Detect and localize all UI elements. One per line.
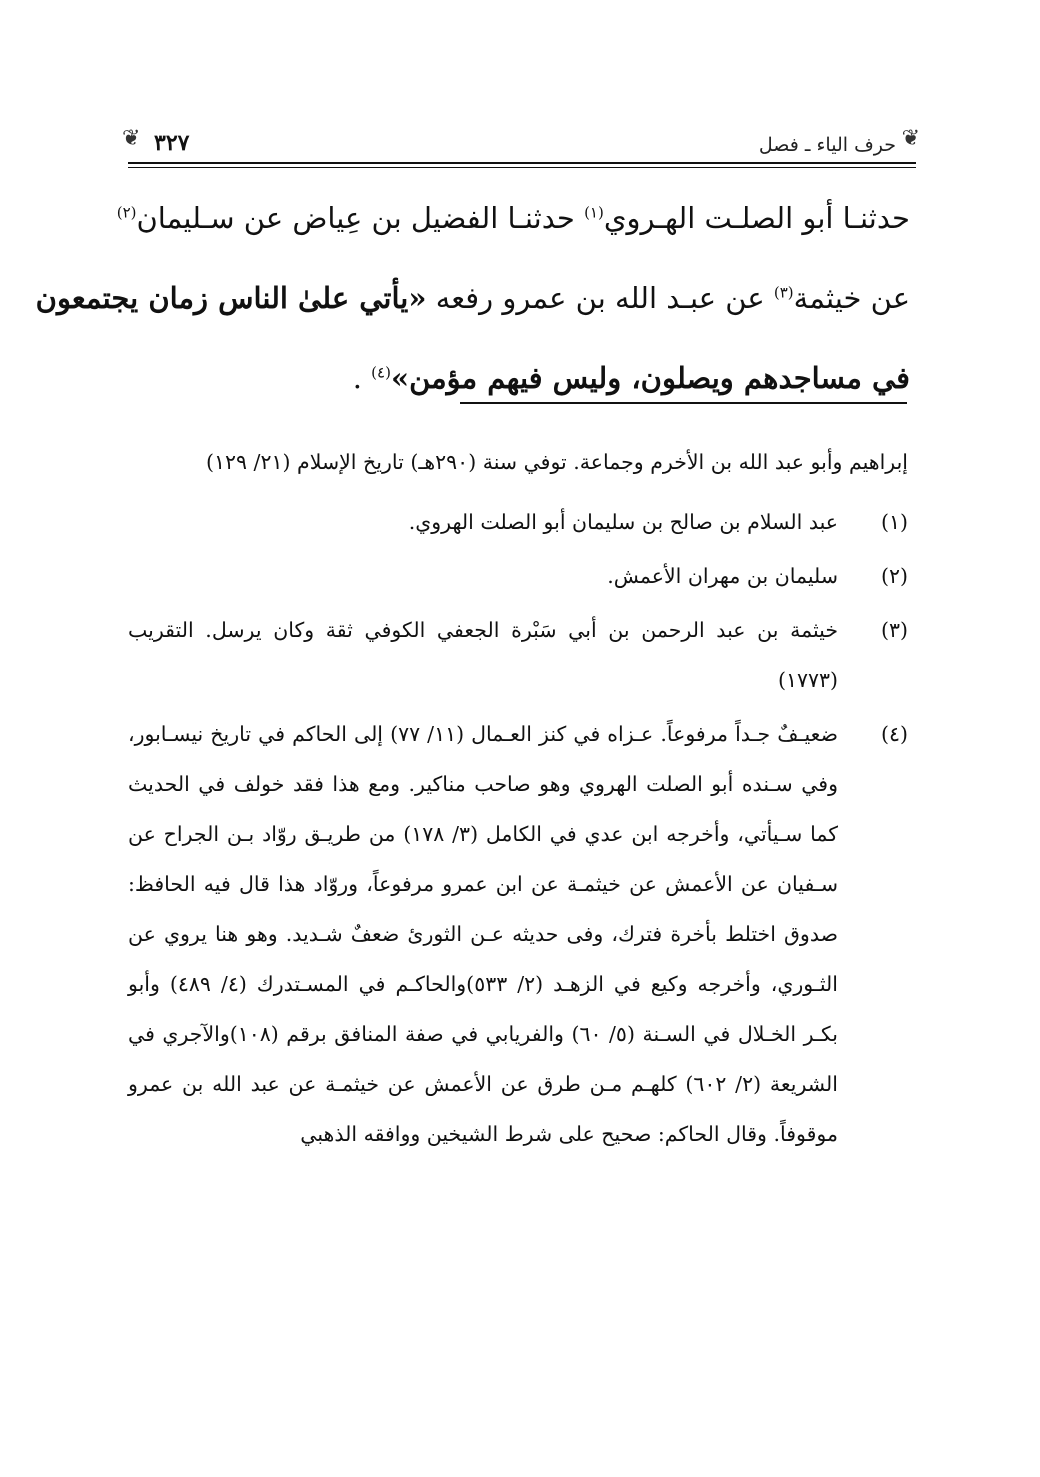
period: . xyxy=(352,361,372,395)
footnote-text: خيثمة بن عبد الرحمن بن أبي سَبْرة الجعفي الكوفي ثقة وكان يرسل. التقريب (١٧٧٣) xyxy=(128,618,838,692)
hadith-text: «يأتي علىٰ الناس زمان يجتمعون xyxy=(35,281,427,315)
footnote-continuation: إبراهيم وأبو عبد الله بن الأخرم وجماعة. توفي سنة (٢٩٠هـ) تاريخ الإسلام (٢١/ ١٢٩) xyxy=(205,450,908,474)
footnote-text: عبد السلام بن صالح بن سليمان أبو الصلت الهروي. xyxy=(408,510,838,534)
isnad-text: عن خيثمة xyxy=(793,281,910,315)
main-line-2 xyxy=(35,258,910,338)
footnote-ref-2[interactable]: (٢) xyxy=(116,203,137,222)
chapter-title: حرف الياء ـ فصل xyxy=(758,134,896,156)
footnote-1 xyxy=(128,497,908,547)
footnote-ref-1[interactable]: (١) xyxy=(584,203,604,222)
footnote-text: ضعيـفٌ جـداً مرفوعاً. عـزاه في كنز العـمال (١١/ ٧٧) إلى الحاكم في تاريخ نيسـابور، وفي سـنده أبو الصلت الهروي وهو صاحب مناكير. ومع هذا فقد خولف في الحديث كما سـيأتي، وأخرجه ابن عدي في الكامل (٣/ ١٧٨) من طريـق روّاد بـن الجراح عن سـفيان عن الأعمش عن خيثمـة عن ابن عمرو مرفوعاً، وروّاد هذا قال فيه الحافظ: صدوق اختلط بأخرة فترك، وفى حديثه عـن الثورئ ضعفٌ شـديد. وهو هنا يروي عن الثـوري، وأخرجه وكيع في الزهـد (٢/ ٥٣٣)والحاكـم في المسـتدرك (٤/ ٤٨٩) وأبو بكـر الخـلال في السـنة (٥/ ٦٠) والفريابي في صفة المنافق برقم (١٠٨)والآجري في الشريعة (٢/ ٦٠٢) كلهـم مـن طرق عن الأعمش عن خيثمـة عن عبد الله بن عمرو موقوفاً. وقال الحاكم: صحيح على شرط الشيخين ووافقه الذهبي xyxy=(128,722,838,1146)
footnote-separator xyxy=(460,402,907,404)
header-rule-thin xyxy=(128,167,916,168)
footnote-text: سليمان بن مهران الأعمش. xyxy=(607,564,838,588)
page-number: ٣٢٧ xyxy=(154,130,190,156)
main-line-1 xyxy=(116,178,910,258)
left-ornament-icon: ❦ xyxy=(122,126,141,151)
footnote-number: (٣) xyxy=(880,618,908,642)
header-rule xyxy=(128,162,916,164)
footnote-2 xyxy=(128,551,908,601)
isnad-text: حدثنـا الفضيل بن عِياض عن سـليمان xyxy=(136,201,585,235)
isnad-text: عن عبـد الله بن عمرو رفعه xyxy=(426,281,774,315)
isnad-text: حدثنـا أبو الصلـت الهـروي xyxy=(603,201,910,235)
main-text xyxy=(35,178,910,418)
footnote-4 xyxy=(128,709,908,1159)
footnote-number: (٢) xyxy=(880,564,908,588)
hadith-text: في مساجدهم ويصلون، وليس فيهم مؤمن» xyxy=(390,361,910,395)
footnote-number: (١) xyxy=(880,510,908,534)
main-line-3 xyxy=(128,338,910,418)
footnotes xyxy=(128,437,908,1163)
footnote-ref-3[interactable]: (٣) xyxy=(773,283,794,302)
footnote-ref-4[interactable]: (٤) xyxy=(371,363,391,382)
running-header xyxy=(122,126,920,162)
right-ornament-icon: ❦ xyxy=(901,126,920,151)
footnote-3 xyxy=(128,605,908,705)
footnote-number: (٤) xyxy=(880,722,908,746)
